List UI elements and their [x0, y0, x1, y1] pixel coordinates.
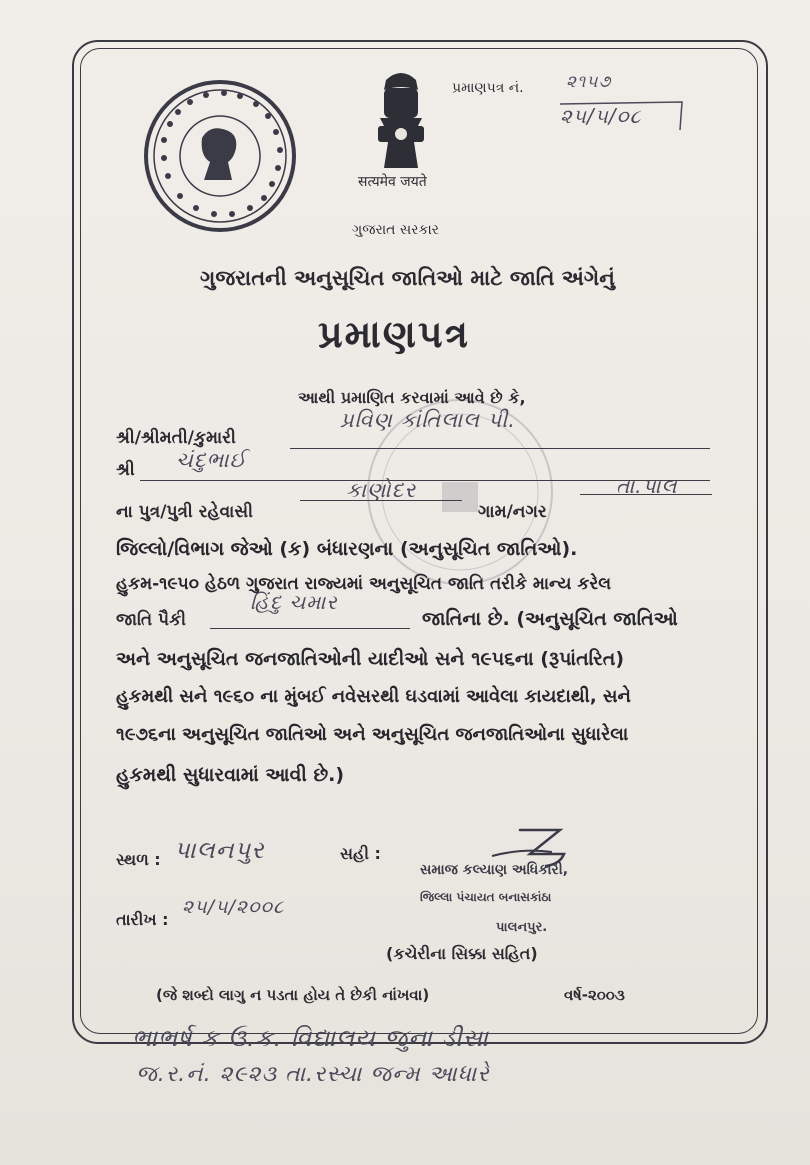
paragraph-line-4: હુકમથી સુધારવામાં આવી છે.) [116, 764, 345, 786]
cert-no-handwritten: ૨૧૫૭ [566, 72, 612, 92]
district-line: જિલ્લો/વિભાગ જેઓ (ક) બંધારણના (અનુસૂચિત જાતિઓ). [116, 538, 578, 560]
cert-no-label: પ્રમાણપત્ર નં. [452, 80, 524, 96]
caste-among-label: જાતિ પૈકી [116, 610, 186, 630]
village-value: કાણોદર [346, 478, 417, 502]
name-value: પ્રવિણ કાંતિલાલ પી. [340, 408, 516, 432]
officer-line-1: સમાજ કલ્યાણ અધિકારી, [420, 862, 569, 878]
cert-no-box [556, 96, 686, 136]
strike-note: (જે શબ્દો લાગુ ન પડતા હોય તે છેકી નાંખવા) [156, 986, 430, 1004]
officer-line-2: જિલ્લા પંચાયત બનાસકાંઠા [420, 890, 552, 904]
govt-name: ગુજરાત સરકાર [352, 222, 439, 238]
national-emblem-icon [366, 66, 436, 170]
title-main: પ્રમાણપત્ર [318, 312, 470, 356]
sign-label: સહી : [340, 844, 381, 863]
officer-line-3: પાલનપુર. [496, 920, 548, 935]
taluka-value: તા.પાલ [616, 474, 678, 498]
village-label: ગામ/નગર [478, 502, 547, 522]
date-label: તારીખ : [116, 910, 169, 929]
father-value: ચંદુભાઈ [176, 448, 247, 472]
emblem-motto: सत्यमेव जयते [358, 174, 427, 190]
order-line: હુકમ-૧૯૫૦ હેઠળ ગુજરાત રાજ્યમાં અનુસૂચિત જાતિ તરીકે માન્ય કરેલ [116, 574, 612, 594]
name-line [290, 448, 710, 449]
child-of-label: ના પુત્ર/પુત્રી રહેવાસી [116, 502, 253, 522]
caste-line [210, 628, 410, 629]
cert-date-handwritten: ૨૫/૫/૦૮ [560, 104, 642, 128]
caste-value: હિંદુ ચમાર [250, 590, 338, 614]
caste-of-label: જાતિના છે. (અનુસૂચિત જાતિઓ [422, 608, 678, 630]
paragraph-line-2: હુકમથી સને ૧૯૬૦ ના મુંબઈ નવેસરથી ઘડવામાં આવેલા કાયદાથી, સને [116, 686, 631, 707]
date-value: ૨૫/૫/૨૦૦૮ [182, 896, 285, 918]
round-seal-stamp [140, 76, 300, 236]
place-value: પાલનપુર [174, 836, 265, 864]
father-label: શ્રી [116, 460, 135, 480]
name-label: શ્રી/શ્રીમતી/કુમારી [116, 428, 236, 448]
paragraph-line-3: ૧૯૭૬ના અનુસૂચિત જાતિઓ અને અનુસૂચિત જનજાતિઓના સુધારેલા [116, 724, 629, 745]
place-label: સ્થળ : [116, 850, 161, 869]
title-subtitle: ગુજરાતની અનુસૂચિત જાતિઓ માટે જાતિ અંગેનું [200, 266, 615, 290]
intro-text: આથી પ્રમાણિત કરવામાં આવે છે કે, [298, 388, 526, 407]
form-year: વર્ષ-૨૦૦૩ [564, 986, 625, 1004]
handwritten-note-1: ભાભર્ષ ક ઉ.ક. વિદ્યાલય જુના ડીસા [132, 1024, 490, 1052]
handwritten-note-2: જ.ર.નં. ૨૯૨૩ તા.રસ્ચા જન્મ આધારે [136, 1062, 490, 1087]
office-seal-note: (કચેરીના સિક્કા સહિત) [386, 944, 538, 963]
paragraph-line-1: અને અનુસૂચિત જનજાતિઓની યાદીઓ સને ૧૯૫૬ના (રૂપાંતરિત) [116, 648, 625, 670]
